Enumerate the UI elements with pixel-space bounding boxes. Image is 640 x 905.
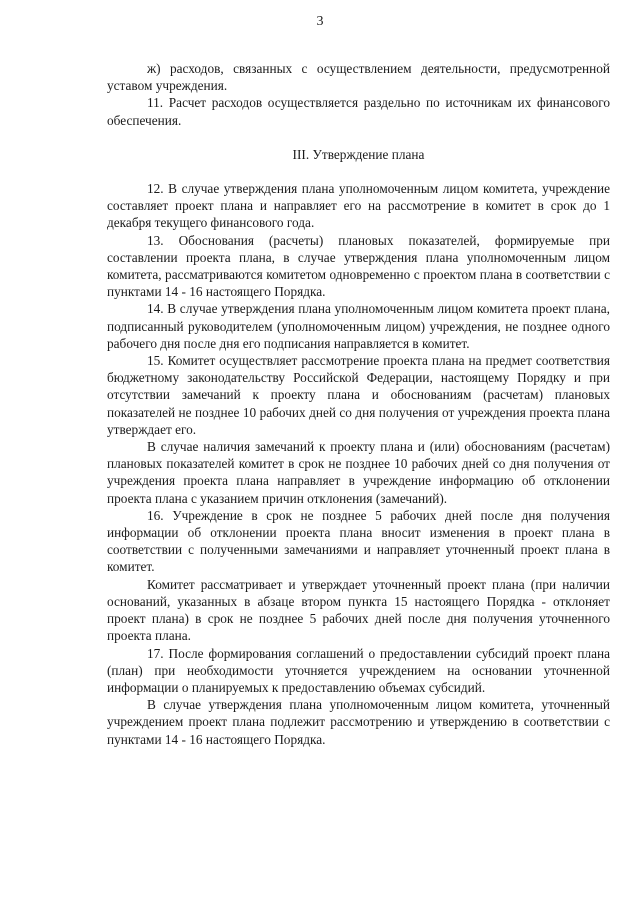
paragraph-11: 11. Расчет расходов осуществляется раздельно по источникам их финансового обеспечения. — [107, 95, 610, 128]
paragraph-12: 12. В случае утверждения плана уполномоченным лицом комитета, учреждение составляет проект плана и направляет его на рассмотрение в комитет в срок до 1 декабря текущего финансового года. — [107, 181, 610, 231]
page-number: 3 — [316, 14, 324, 29]
paragraph-17-second: В случае утверждения плана уполномоченным лицом комитета, уточненный учреждением проект плана подлежит рассмотрению и утверждению в соответствии с пунктами 14 - 16 настоящего Порядка. — [107, 697, 610, 747]
paragraph-16: 16. Учреждение в срок не позднее 5 рабочих дней после дня получения информации об отклонении проекта плана вносит изменения в проект плана в соответствии с полученными замечаниями и направляет уточненный проект плана в комитет. — [107, 507, 610, 575]
paragraph-16-second: Комитет рассматривает и утверждает уточненный проект плана (при наличии оснований, указанных в абзаце втором пункта 15 настоящего Порядка - отклоняет проект плана) в срок не позднее 5 рабочих дней после дня получения уточненного проекта плана. — [107, 576, 610, 644]
paragraph-14: 14. В случае утверждения плана уполномоченным лицом комитета проект плана, подписанный руководителем (уполномоченным лицом) учреждения, не позднее одного рабочего дня после дня его подписания направляется в комитет. — [107, 301, 610, 351]
paragraph-15: 15. Комитет осуществляет рассмотрение проекта плана на предмет соответствия бюджетному законодательству Российской Федерации, настоящему Порядку и при отсутствии замечаний к проекту плана и обоснованиям (расчетам) плановых показателей не позднее 10 рабочих дней со дня получения от учреждения проекта плана утверждает его. — [107, 353, 610, 437]
paragraph-15-second: В случае наличия замечаний к проекту плана и (или) обоснованиям (расчетам) плановых показателей комитет в срок не позднее 10 рабочих дней со дня получения от учреждения проекта плана направляет в учреждение информацию об отклонении проекта плана с указанием причин отклонения (замечаний). — [107, 439, 610, 506]
paragraph-zh: ж) расходов, связанных с осуществлением деятельности, предусмотренной уставом учреждения. — [107, 61, 610, 94]
paragraph-13: 13. Обоснования (расчеты) плановых показателей, формируемые при составлении проекта плана, в случае утверждения плана уполномоченным лицом комитета, рассматриваются комитетом одновременно с проектом плана в соответствии с пунктами 14 - 16 настоящего Порядка. — [107, 232, 610, 300]
section-title: III. Утверждение плана — [292, 146, 425, 162]
document-body — [107, 60, 610, 748]
paragraph-17: 17. После формирования соглашений о предоставлении субсидий проект плана (план) при необходимости уточняется учреждением на основании уточненной информации о планируемых к предоставлению объемах субсидий. — [107, 645, 610, 695]
